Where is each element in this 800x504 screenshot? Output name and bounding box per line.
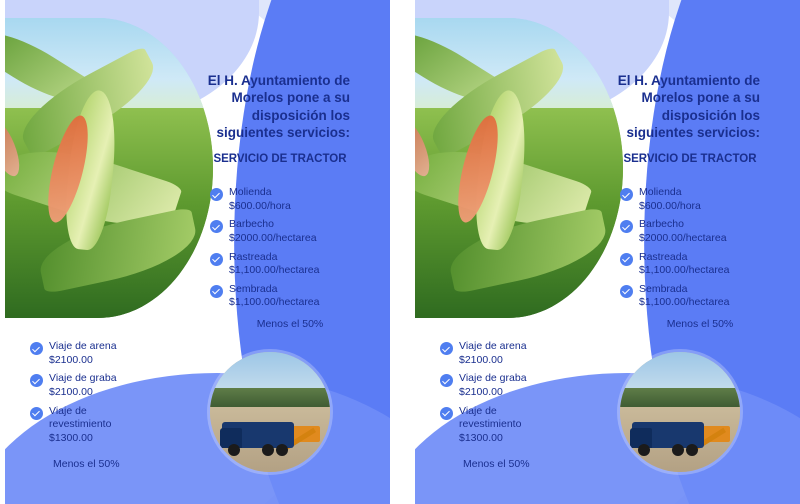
check-icon xyxy=(440,342,453,355)
list-item xyxy=(210,218,375,245)
list-item xyxy=(440,372,600,399)
poster-left xyxy=(5,0,390,504)
service-price: $2100.00 xyxy=(49,353,93,366)
subheading-tractor: SERVICIO DE TRACTOR xyxy=(623,153,757,165)
service-price: $1,100.00/hectarea xyxy=(229,264,320,277)
service-price: $2000.00/hectarea xyxy=(639,231,727,244)
list-item xyxy=(620,283,785,310)
photo-treeline xyxy=(620,388,740,407)
page-title: El H. Ayuntamiento de Morelos pone a su disposición los siguientes servicios: xyxy=(617,73,760,140)
service-price: $2000.00/hectarea xyxy=(229,231,317,244)
service-price: $1,100.00/hectarea xyxy=(229,296,320,309)
check-icon xyxy=(210,285,223,298)
list-item xyxy=(620,218,785,245)
check-icon xyxy=(210,253,223,266)
tractor-discount-note: Menos el 50% xyxy=(666,318,734,330)
truck-wheel xyxy=(672,444,684,456)
truck-wheel xyxy=(276,444,288,456)
list-item xyxy=(440,340,600,367)
service-price: $600.00/hora xyxy=(639,199,701,212)
service-name: Viaje de arena xyxy=(459,340,527,352)
service-name: Viaje de arena xyxy=(49,340,117,352)
material-service-list xyxy=(440,340,600,450)
tractor-service-list xyxy=(620,186,785,315)
service-price: $1,100.00/hectarea xyxy=(639,296,730,309)
service-name: Barbecho xyxy=(229,218,274,231)
service-price: $2100.00 xyxy=(459,353,503,366)
service-price: $2100.00 xyxy=(49,385,93,398)
check-icon xyxy=(440,374,453,387)
service-price: $2100.00 xyxy=(459,385,503,398)
photo-treeline xyxy=(210,388,330,407)
truck-wheel xyxy=(686,444,698,456)
service-price: $600.00/hora xyxy=(229,199,291,212)
truck-wheel xyxy=(638,444,650,456)
list-item xyxy=(620,251,785,278)
list-item xyxy=(210,251,375,278)
check-icon xyxy=(210,188,223,201)
check-icon xyxy=(30,374,43,387)
list-item xyxy=(440,405,600,446)
list-item xyxy=(620,186,785,213)
service-name: Viaje de graba xyxy=(459,372,527,385)
service-name: Viaje de graba xyxy=(49,372,117,385)
service-name: Sembrada xyxy=(229,282,278,295)
service-name: Viaje de revestimiento xyxy=(49,404,112,431)
check-icon xyxy=(30,407,43,420)
truck-wheel xyxy=(262,444,274,456)
service-name: Rastreada xyxy=(639,250,688,263)
tractor-discount-note: Menos el 50% xyxy=(256,318,324,330)
poster-right xyxy=(415,0,800,504)
check-icon xyxy=(440,407,453,420)
service-price: $1,100.00/hectarea xyxy=(639,264,730,277)
service-name: Molienda xyxy=(229,186,272,198)
service-price: $1300.00 xyxy=(49,431,93,444)
material-discount-note: Menos el 50% xyxy=(463,458,530,470)
material-service-list xyxy=(30,340,190,450)
truck-wheel xyxy=(228,444,240,456)
dump-truck-excavator-photo xyxy=(620,352,740,472)
check-icon xyxy=(620,253,633,266)
service-name: Molienda xyxy=(639,186,682,198)
corn-field-photo xyxy=(5,18,213,318)
check-icon xyxy=(620,220,633,233)
dump-truck-excavator-photo xyxy=(210,352,330,472)
check-icon xyxy=(620,188,633,201)
check-icon xyxy=(210,220,223,233)
corn-field-photo xyxy=(415,18,623,318)
service-price: $1300.00 xyxy=(459,431,503,444)
list-item xyxy=(210,186,375,213)
tractor-service-list xyxy=(210,186,375,315)
list-item xyxy=(30,405,190,446)
service-name: Viaje de revestimiento xyxy=(459,404,522,431)
service-name: Sembrada xyxy=(639,282,688,295)
check-icon xyxy=(620,285,633,298)
service-name: Rastreada xyxy=(229,250,278,263)
list-item xyxy=(30,372,190,399)
subheading-tractor: SERVICIO DE TRACTOR xyxy=(213,153,347,165)
check-icon xyxy=(30,342,43,355)
page-title: El H. Ayuntamiento de Morelos pone a su disposición los siguientes servicios: xyxy=(207,73,350,140)
list-item xyxy=(210,283,375,310)
material-discount-note: Menos el 50% xyxy=(53,458,120,470)
service-name: Barbecho xyxy=(639,218,684,231)
list-item xyxy=(30,340,190,367)
